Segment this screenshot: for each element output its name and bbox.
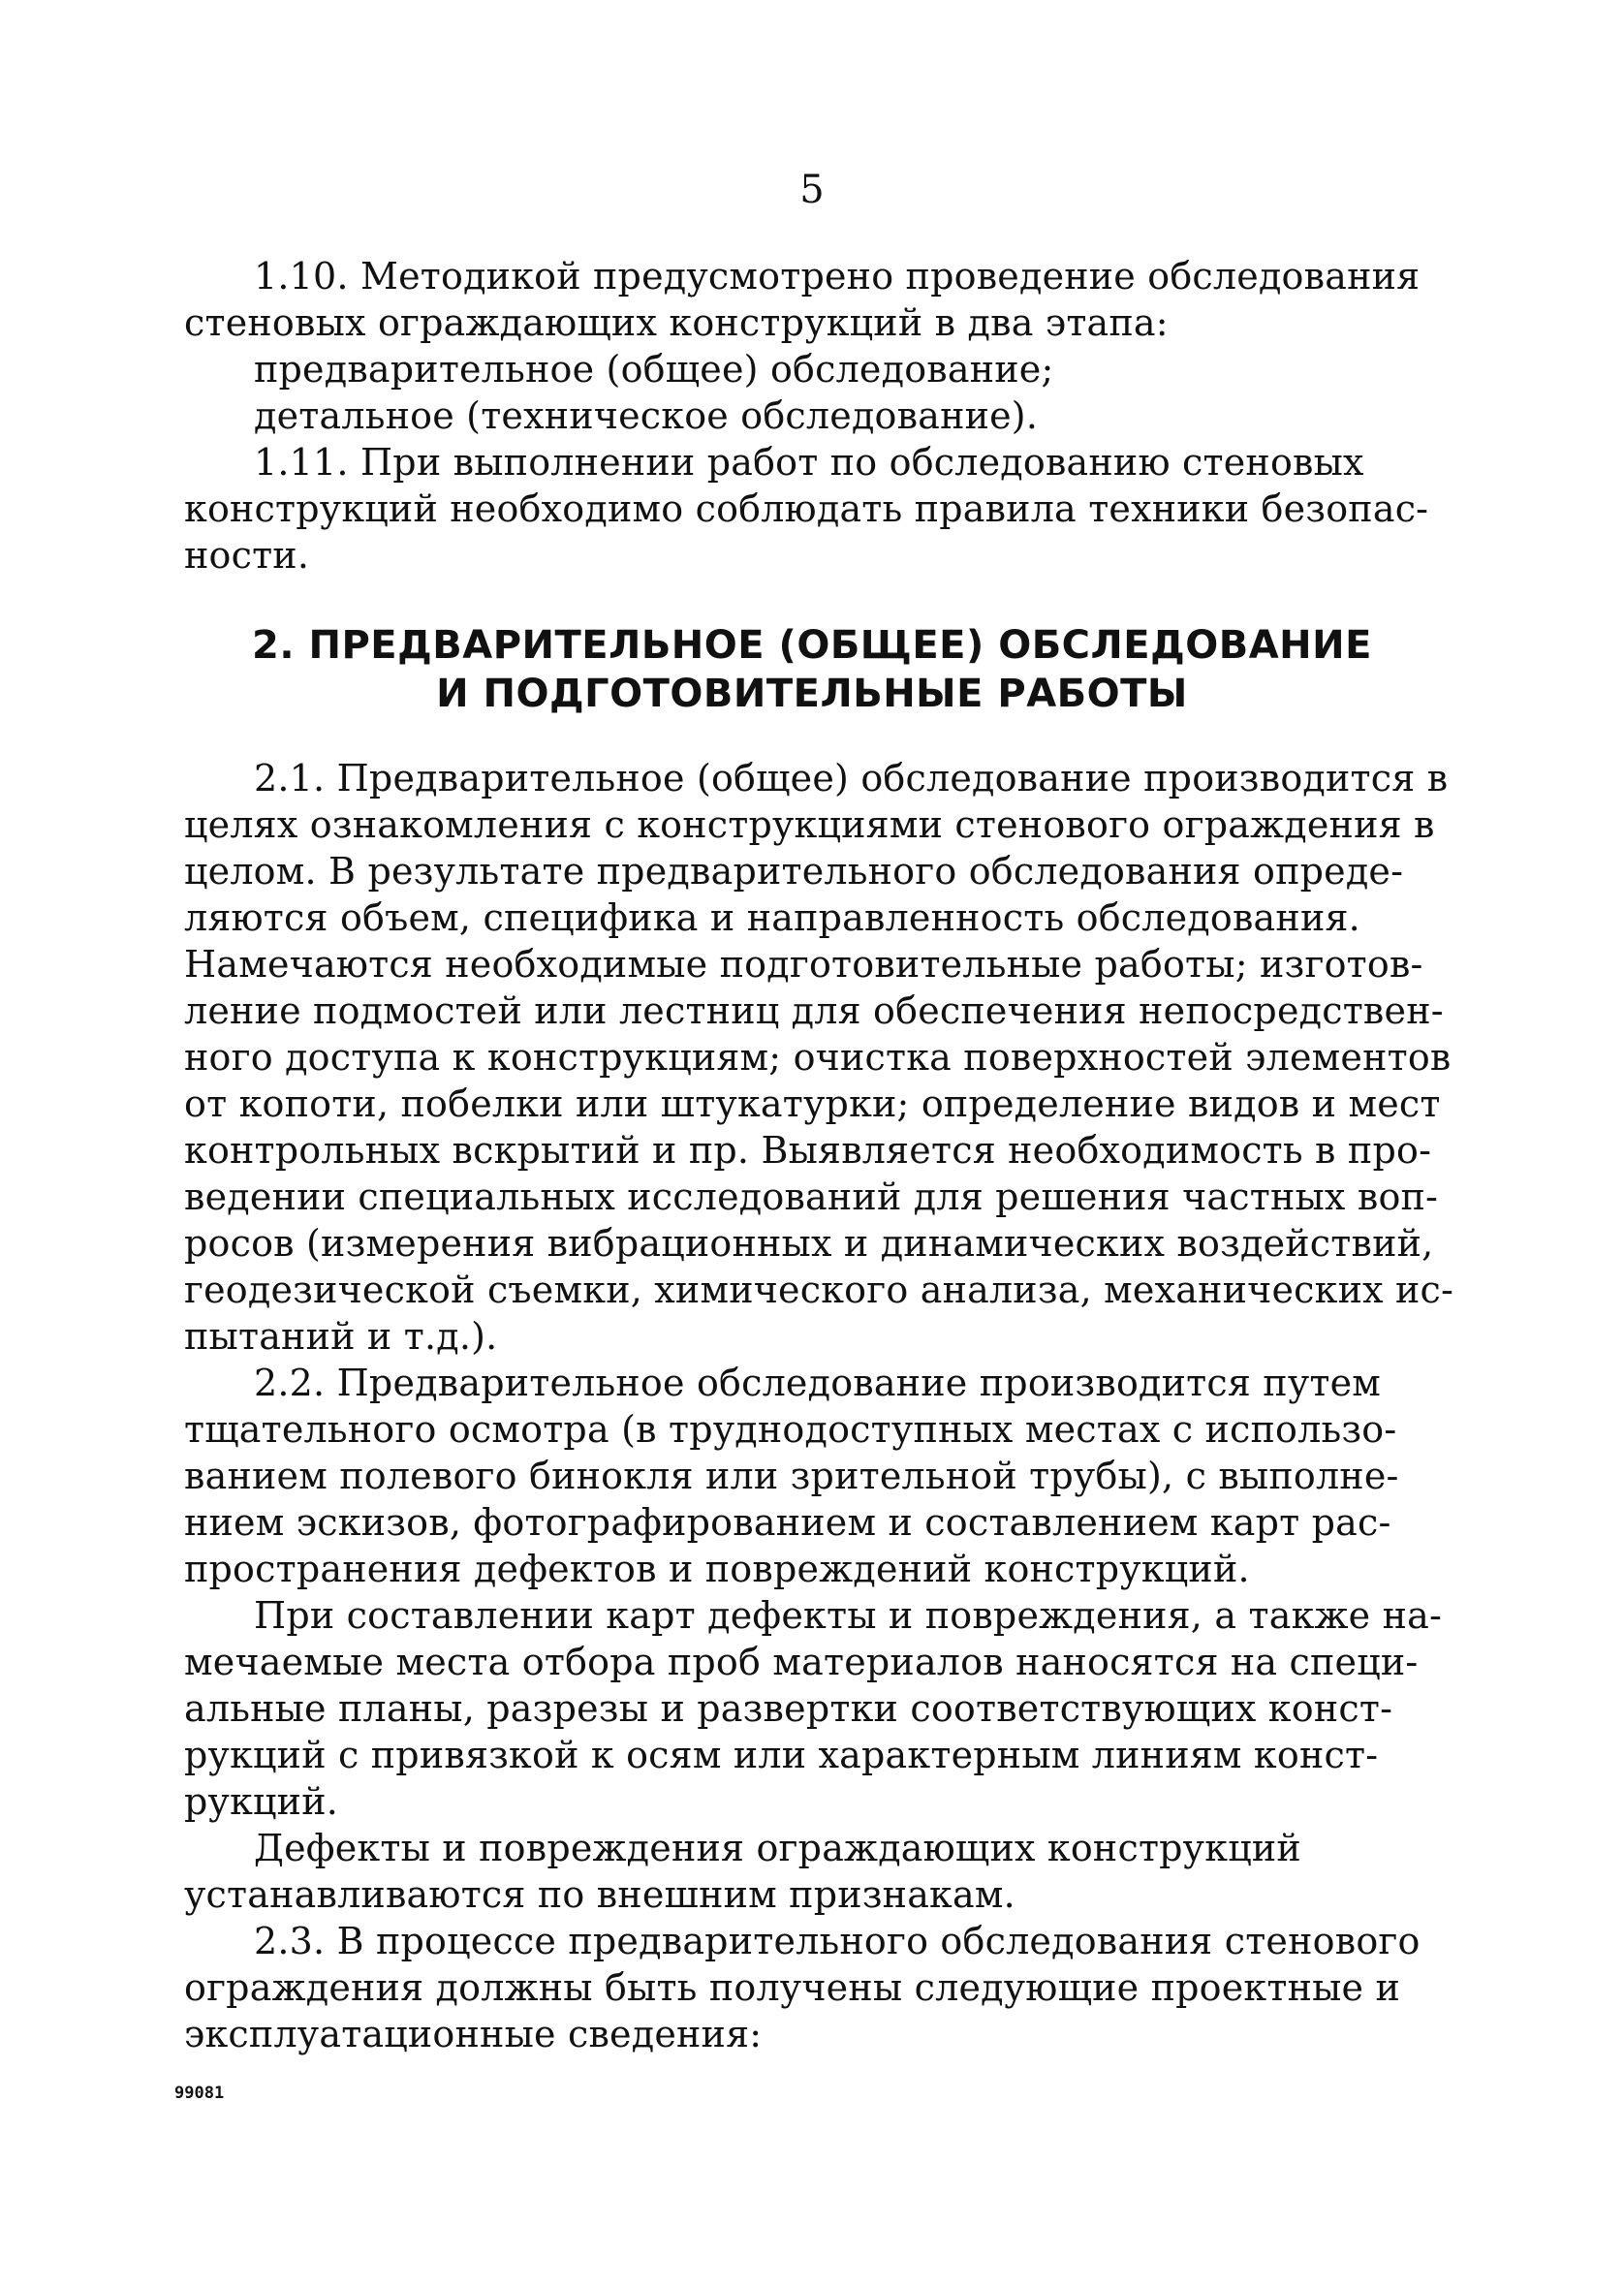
text-line: предварительное (общее) обследование; xyxy=(254,348,1054,391)
text-line: ление подмостей или лестниц для обеспечения непосредствен- xyxy=(184,989,1444,1032)
text-line: росов (измерения вибрационных и динамических воздействий, xyxy=(184,1222,1434,1265)
text-line: рукций. xyxy=(184,1780,339,1823)
text-line: стеновых ограждающих конструкций в два этапа: xyxy=(184,301,1169,344)
text-line: ляются объем, специфика и направленность обследования. xyxy=(184,896,1360,939)
text-line: ности. xyxy=(184,534,310,577)
text-line: тщательного осмотра (в труднодоступных местах с использо- xyxy=(184,1408,1397,1451)
text-line: пытаний и т.д.). xyxy=(184,1315,498,1358)
text-line: 2.1. Предварительное (общее) обследование производится в xyxy=(254,757,1449,800)
text-line: устанавливаются по внешним признакам. xyxy=(184,1873,1015,1916)
text-line: рукций с привязкой к осям или характерным линиям конст- xyxy=(184,1734,1379,1776)
text-line: ограждения должны быть получены следующие проектные и xyxy=(184,1966,1401,2009)
text-line: При составлении карт дефекты и повреждения, а также на- xyxy=(254,1594,1443,1637)
text-line: нием эскизов, фотографированием и составлением карт рас- xyxy=(184,1501,1391,1544)
text-line: Намечаются необходимые подготовительные работы; изготов- xyxy=(184,943,1423,986)
text-line: ведении специальных исследований для решения частных воп- xyxy=(184,1176,1439,1218)
text-line: геодезической съемки, химического анализа, механических ис- xyxy=(184,1269,1454,1311)
text-line: целом. В результате предварительного обследования опреде- xyxy=(184,850,1404,893)
text-line: ванием полевого бинокля или зрительной трубы), с выполне- xyxy=(184,1455,1399,1497)
page-number: 5 xyxy=(799,168,825,212)
text-line: пространения дефектов и повреждений конструкций. xyxy=(184,1548,1250,1590)
text-line: альные планы, разрезы и развертки соответствующих конст- xyxy=(184,1687,1393,1730)
text-line: контрольных вскрытий и пр. Выявляется необходимость в про- xyxy=(184,1129,1432,1172)
section-heading-line-1: 2. ПРЕДВАРИТЕЛЬНОЕ (ОБЩЕЕ) ОБСЛЕДОВАНИЕ xyxy=(252,623,1372,668)
text-line: эксплуатационные сведения: xyxy=(184,2013,763,2055)
text-line: детальное (техническое обследование). xyxy=(254,394,1039,437)
text-line: 1.10. Методикой предусмотрено проведение обследования xyxy=(254,255,1421,298)
text-line: конструкций необходимо соблюдать правила техники безопас- xyxy=(184,487,1429,530)
text-line: 2.3. В процессе предварительного обследования стенового xyxy=(254,1920,1421,1962)
text-line: ного доступа к конструкциям; очистка поверхностей элементов xyxy=(184,1036,1452,1079)
text-line: мечаемые места отбора проб материалов наносятся на специ- xyxy=(184,1641,1419,1683)
text-line: Дефекты и повреждения ограждающих конструкций xyxy=(254,1827,1301,1869)
section-heading-line-2: И ПОДГОТОВИТЕЛЬНЫЕ РАБОТЫ xyxy=(436,672,1188,716)
text-line: 1.11. При выполнении работ по обследованию стеновых xyxy=(254,441,1364,484)
text-line: 2.2. Предварительное обследование производится путем xyxy=(254,1362,1382,1404)
text-line: от копоти, побелки или штукатурки; определение видов и мест xyxy=(184,1082,1441,1125)
text-line: целях ознакомления с конструкциями стенового ограждения в xyxy=(184,803,1435,846)
footer-code: 99081 xyxy=(174,2084,225,2103)
